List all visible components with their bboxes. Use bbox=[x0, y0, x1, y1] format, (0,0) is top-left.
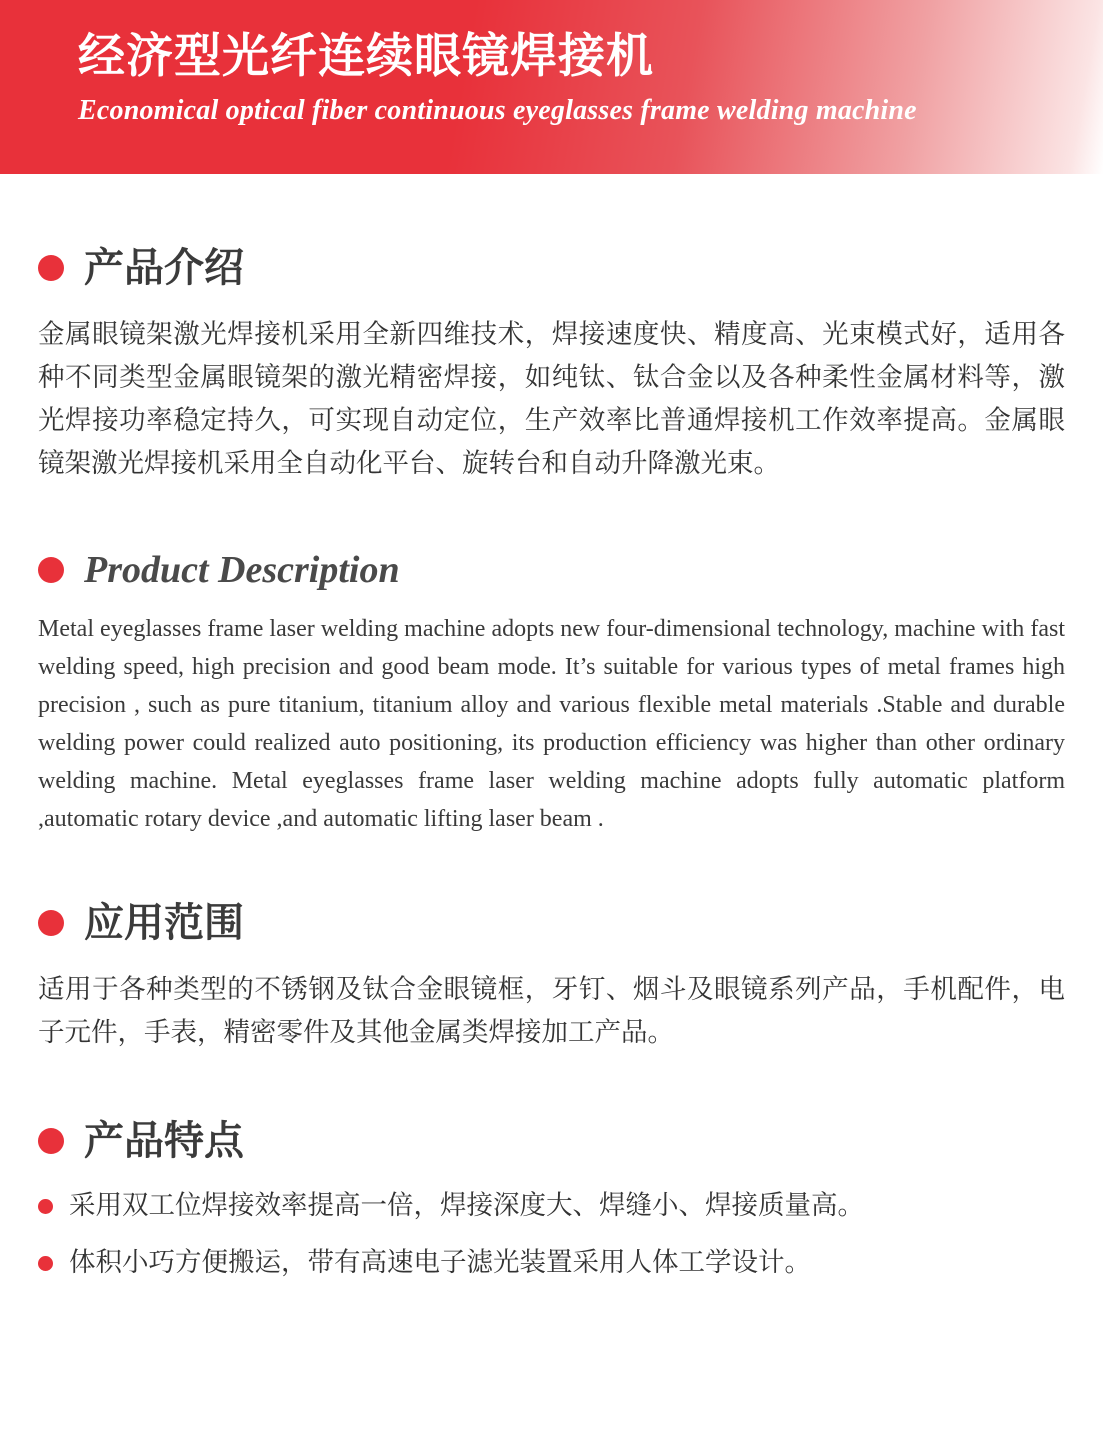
list-item bbox=[38, 1185, 1065, 1226]
section-heading-product-features bbox=[38, 1117, 1065, 1165]
bullet-dot-icon bbox=[38, 1128, 64, 1154]
section-title-application-scope: 应用范围 bbox=[84, 899, 244, 946]
section-title-product-description: Product Description bbox=[84, 548, 400, 591]
section-product-intro bbox=[38, 244, 1065, 486]
section-title-product-features: 产品特点 bbox=[84, 1117, 244, 1164]
section-heading-product-intro bbox=[38, 244, 1065, 292]
section-heading-application-scope bbox=[38, 899, 1065, 947]
feature-text: 采用双工位焊接效率提高一倍，焊接深度大、焊缝小、焊接质量高。 bbox=[69, 1189, 864, 1221]
bullet-dot-icon bbox=[38, 1199, 53, 1214]
section-product-features bbox=[38, 1117, 1065, 1283]
section-body-application-scope: 适用于各种类型的不锈钢及钛合金眼镜框，牙钉、烟斗及眼镜系列产品，手机配件，电子元件，手表，精密零件及其他金属类焊接加工产品。 bbox=[38, 973, 1065, 1048]
list-item bbox=[38, 1242, 1065, 1283]
page-content bbox=[0, 244, 1103, 1283]
banner-title-cn: 经济型光纤连续眼镜焊接机 bbox=[78, 29, 654, 84]
bullet-dot-icon bbox=[38, 255, 64, 281]
bullet-dot-icon bbox=[38, 1256, 53, 1271]
page-banner bbox=[0, 0, 1103, 174]
section-title-product-intro: 产品介绍 bbox=[84, 245, 244, 291]
bullet-dot-icon bbox=[38, 910, 64, 936]
section-product-description bbox=[38, 548, 1065, 839]
section-heading-product-description bbox=[38, 548, 1065, 594]
feature-list bbox=[38, 1185, 1065, 1283]
section-body-product-intro: 金属眼镜架激光焊接机采用全新四维技术，焊接速度快、精度高、光束模式好，适用各种不同类型金属眼镜架的激光精密焊接，如纯钛、钛合金以及各种柔性金属材料等，激光焊接功率稳定持久，可实现自动定位，生产效率比普通焊接机工作效率提高。金属眼镜架激光焊接机采用全自动化平台、旋转台和自动升降激光束。 bbox=[38, 319, 1065, 479]
section-body-product-description: Metal eyeglasses frame laser welding machine adopts new four-dimensional technology, machine with fast welding speed, high precision and good beam mode. It’s suitable for various types of metal frames high precision , such as pure titanium, titanium alloy and various flexible metal materials .Stable and durable welding power could realized auto positioning, its production efficiency was higher than other ordinary welding machine. Metal eyeglasses frame laser welding machine adopts fully automatic platform ,automatic rotary device ,and automatic lifting laser beam . bbox=[38, 616, 1065, 832]
feature-text: 体积小巧方便搬运，带有高速电子滤光装置采用人体工学设计。 bbox=[69, 1246, 811, 1278]
banner-title-en: Economical optical fiber continuous eyeglasses frame welding machine bbox=[78, 94, 917, 126]
section-application-scope bbox=[38, 899, 1065, 1055]
bullet-dot-icon bbox=[38, 557, 64, 583]
